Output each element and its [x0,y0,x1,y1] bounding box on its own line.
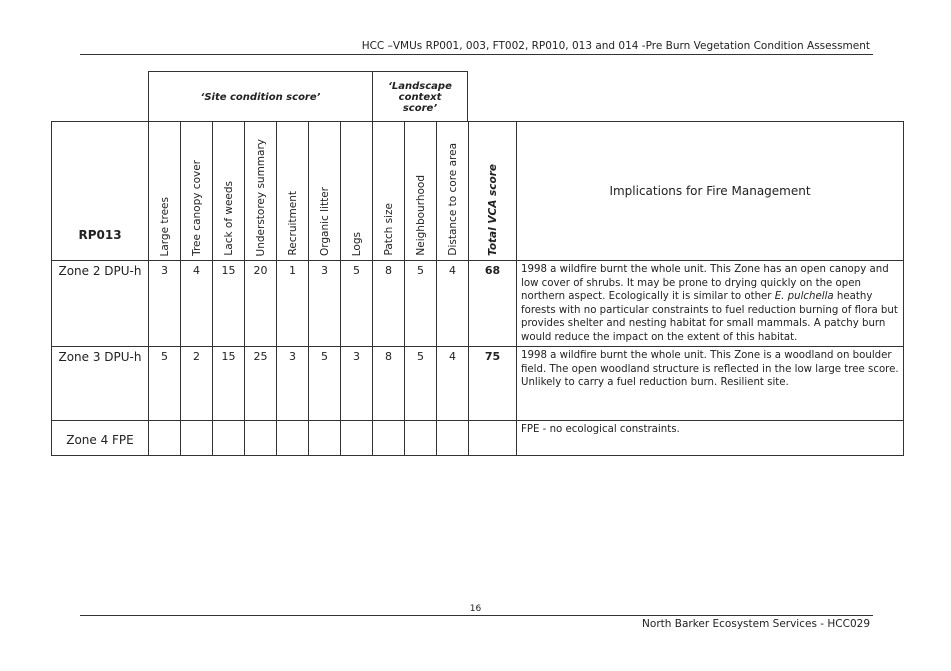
landscape-context-group-header [372,71,468,122]
footer-rule [80,615,873,616]
score-cell: 3 [341,347,373,421]
score-cell: 5 [405,261,437,347]
score-cell: 20 [245,261,277,347]
score-cell: 15 [213,261,245,347]
table-row [52,421,904,456]
score-cell: 15 [213,347,245,421]
score-cell: 4 [437,261,469,347]
score-cell: 4 [181,261,213,347]
score-cell: 4 [437,347,469,421]
score-cell [277,421,309,456]
col-header-understorey-summary: Understorey summary [245,122,277,261]
col-header-organic-litter: Organic litter [309,122,341,261]
score-cell [149,421,181,456]
score-cell: 25 [245,347,277,421]
score-cell: 8 [373,261,405,347]
header-rule [80,54,873,55]
col-header-distance-to-core-area: Distance to core area [437,122,469,261]
table-header-row [52,122,904,261]
implication-text: 1998 a wildfire burnt the whole unit. This Zone has an open canopy and low cover of shrubs. It may be prone to drying quickly on the open northern aspect. Ecologically it is similar to other E. pulchella heathy forests with no particular constraints to fuel reduction burning of flora but provides shelter and nesting habitat for small mammals. A patchy burn would reduce the impact on the extent of this habitat. [517,261,904,347]
score-cell [181,421,213,456]
score-cell: 8 [373,347,405,421]
page-header-title: HCC –VMUs RP001, 003, FT002, RP010, 013 and 014 -Pre Burn Vegetation Condition Assessment [361,40,870,52]
footer-company: North Barker Ecosystem Services - HCC029 [642,618,870,630]
zone-label: Zone 3 DPU-h [52,347,149,421]
total-score-cell [469,421,517,456]
col-header-implications: Implications for Fire Management [517,122,904,261]
site-condition-group-label: ‘Site condition score’ [200,91,321,103]
score-cell: 3 [309,261,341,347]
score-cell [341,421,373,456]
col-header-recruitment: Recruitment [277,122,309,261]
score-cell: 3 [277,347,309,421]
score-cell: 5 [149,347,181,421]
zone-label: Zone 2 DPU-h [52,261,149,347]
site-condition-group-header [148,71,373,122]
score-cell: 3 [149,261,181,347]
page-number: 16 [469,604,482,614]
score-cell [213,421,245,456]
vca-table [51,121,904,456]
total-score-cell: 68 [469,261,517,347]
score-cell [437,421,469,456]
score-cell [309,421,341,456]
site-id: RP013 [52,122,149,261]
score-cell: 5 [341,261,373,347]
score-cell: 2 [181,347,213,421]
landscape-context-group-label: ‘Landscape context score’ [388,80,452,114]
col-header-large-trees: Large trees [149,122,181,261]
implication-text: 1998 a wildfire burnt the whole unit. This Zone is a woodland on boulder field. The open woodland structure is reflected in the low large tree score. Unlikely to carry a fuel reduction burn. Resilient site. [517,347,904,421]
score-cell: 1 [277,261,309,347]
col-header-tree-canopy-cover: Tree canopy cover [181,122,213,261]
col-header-patch-size: Patch size [373,122,405,261]
table-row [52,261,904,347]
score-cell [373,421,405,456]
total-score-cell: 75 [469,347,517,421]
col-header-total-vca-score: Total VCA score [469,122,517,261]
score-cell: 5 [309,347,341,421]
species-name: E. pulchella [774,291,834,302]
score-cell [405,421,437,456]
score-cell: 5 [405,347,437,421]
col-header-neighbourhood: Neighbourhood [405,122,437,261]
implication-text: FPE - no ecological constraints. [517,421,904,456]
table-row [52,347,904,421]
zone-label: Zone 4 FPE [52,421,149,456]
col-header-lack-of-weeds: Lack of weeds [213,122,245,261]
col-header-logs: Logs [341,122,373,261]
score-cell [245,421,277,456]
